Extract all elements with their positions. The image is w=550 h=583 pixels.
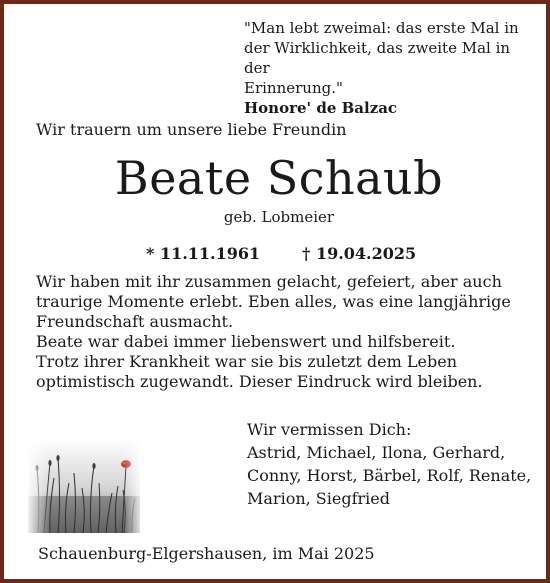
memorial-text [36,272,536,392]
intro-text: Wir trauern um unsere liebe Freundin [36,120,347,139]
quote-block [244,18,540,118]
memorial-line: Beate war dabei immer liebenswert und hilfsbereit. [36,332,456,351]
mourners-line: Marion, Siegfried [247,489,390,508]
place-date: Schauenburg-Elgershausen, im Mai 2025 [38,544,375,563]
poppy-field-image [28,438,140,533]
quote-line: der Wirklichkeit, das zweite Mal in der [244,39,511,77]
mourners-heading: Wir vermissen Dich: [247,420,412,439]
quote-line: Erinnerung." [244,79,343,97]
deceased-name: Beate Schaub [114,151,444,205]
memorial-line: Trotz ihrer Krankheit war sie bis zuletzt dem Leben [36,352,457,371]
memorial-line: Freundschaft ausmacht. [36,312,234,331]
quote-author: Honore' de Balzac [244,99,398,117]
memorial-line: traurige Momente erlebt. Eben alles, was eine langjährige [36,292,511,311]
mourners-line: Astrid, Michael, Ilona, Gerhard, [247,443,506,462]
mourners-line: Conny, Horst, Bärbel, Rolf, Renate, [247,466,532,485]
death-date: † 19.04.2025 [302,244,417,263]
memorial-line: optimistisch zugewandt. Dieser Eindruck wird bleiben. [36,372,483,391]
quote-line: "Man lebt zweimal: das erste Mal in [244,19,519,37]
mourners-block [247,418,531,510]
memorial-line: Wir haben mit ihr zusammen gelacht, gefeiert, aber auch [36,272,502,291]
birth-date: * 11.11.1961 [146,244,261,263]
birth-name: geb. Lobmeier [223,208,335,226]
